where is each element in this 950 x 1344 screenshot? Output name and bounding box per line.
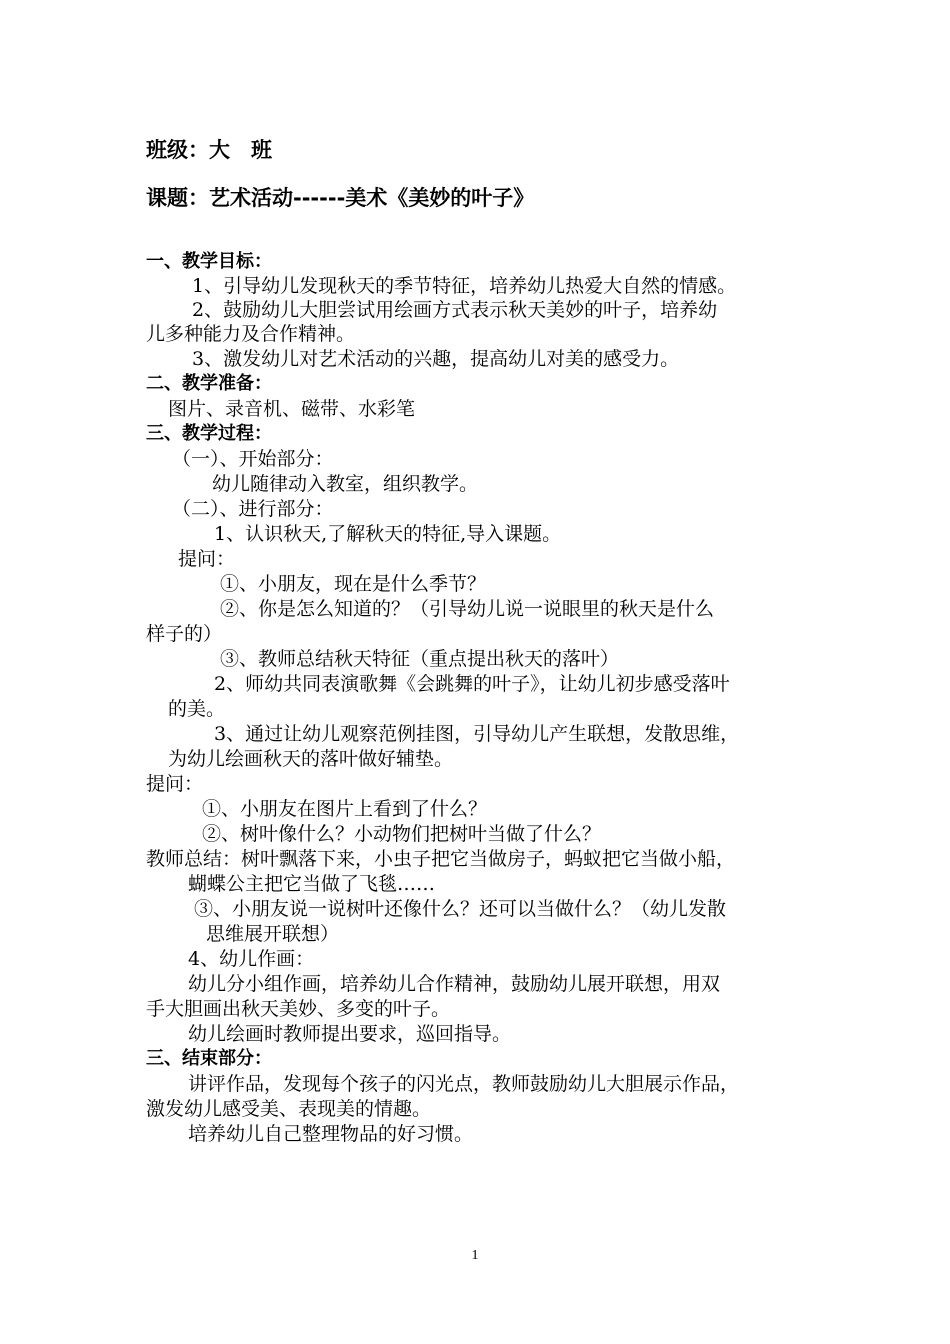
prompt-3-cont: 思维展开联想）: [206, 923, 340, 945]
step-3: 3、通过让幼儿观察范例挂图，引导幼儿产生联想，发散思维，: [214, 723, 740, 745]
teacher-summary-cont: 蝴蝶公主把它当做了飞毯……: [188, 873, 436, 895]
prompt-2: ②、树叶像什么？小动物们把树叶当做了什么？: [202, 823, 602, 845]
end-text-2: 培养幼儿自己整理物品的好习惯。: [188, 1123, 474, 1145]
end-text-1-cont: 激发幼儿感受美、表现美的情趣。: [146, 1098, 432, 1120]
goal-3: 3、激发幼儿对艺术活动的兴趣，提高幼儿对美的感受力。: [192, 348, 680, 370]
prep-heading: 二、教学准备：: [146, 373, 272, 394]
goals-heading: 一、教学目标：: [146, 251, 272, 272]
page-number: 1: [471, 1248, 479, 1263]
step-4-text-1-cont: 手大胆画出秋天美妙、多变的叶子。: [146, 998, 451, 1020]
end-text-1: 讲评作品，发现每个孩子的闪光点，教师鼓励幼儿大胆展示作品，: [188, 1073, 740, 1095]
prompt-3: ③、小朋友说一说树叶还像什么？还可以当做什么？（幼儿发散: [194, 898, 727, 920]
step-4-text-2: 幼儿绘画时教师提出要求，巡回指导。: [188, 1023, 512, 1045]
goal-2-cont: 儿多种能力及合作精神。: [146, 323, 356, 345]
question-1: ①、小朋友，现在是什么季节？: [220, 573, 487, 595]
prep-text: 图片、录音机、磁带、水彩笔: [168, 398, 416, 420]
prompt-1: ①、小朋友在图片上看到了什么？: [202, 798, 488, 820]
goal-1: 1、引导幼儿发现秋天的季节特征，培养幼儿热爱大自然的情感。: [192, 275, 737, 297]
question-2: ②、你是怎么知道的？（引导幼儿说一说眼里的秋天是什么: [220, 598, 715, 620]
teacher-summary: 教师总结：树叶飘落下来，小虫子把它当做房子，蚂蚁把它当做小船，: [146, 848, 736, 870]
process-heading: 三、教学过程：: [146, 423, 272, 444]
ask-label-2: 提问：: [146, 773, 204, 795]
question-2-cont: 样子的）: [146, 623, 223, 645]
step-1: 1、认识秋天,了解秋天的特征,导入课题。: [214, 523, 562, 545]
step-3-cont: 为幼儿绘画秋天的落叶做好辅垫。: [168, 748, 454, 770]
question-3: ③、教师总结秋天特征（重点提出秋天的落叶）: [220, 648, 620, 670]
step-2: 2、师幼共同表演歌舞《会跳舞的叶子》，让幼儿初步感受落叶: [214, 673, 730, 695]
goal-2: 2、鼓励幼儿大胆尝试用绘画方式表示秋天美妙的叶子，培养幼: [192, 299, 718, 321]
step-4: 4、幼儿作画：: [188, 948, 315, 970]
ask-label-1: 提问：: [178, 548, 236, 570]
main-heading: （二）、进行部分：: [172, 498, 334, 520]
topic-title: 课题：艺术活动------美术《美妙的叶子》: [146, 186, 535, 210]
start-text: 幼儿随律动入教室，组织教学。: [212, 473, 479, 495]
class-line: 班级：大 班: [146, 138, 272, 162]
start-heading: （一）、开始部分：: [172, 448, 334, 470]
end-heading: 三、结束部分：: [146, 1048, 272, 1069]
step-2-cont: 的美。: [168, 698, 226, 720]
step-4-text-1: 幼儿分小组作画，培养幼儿合作精神，鼓励幼儿展开联想，用双: [188, 973, 721, 995]
